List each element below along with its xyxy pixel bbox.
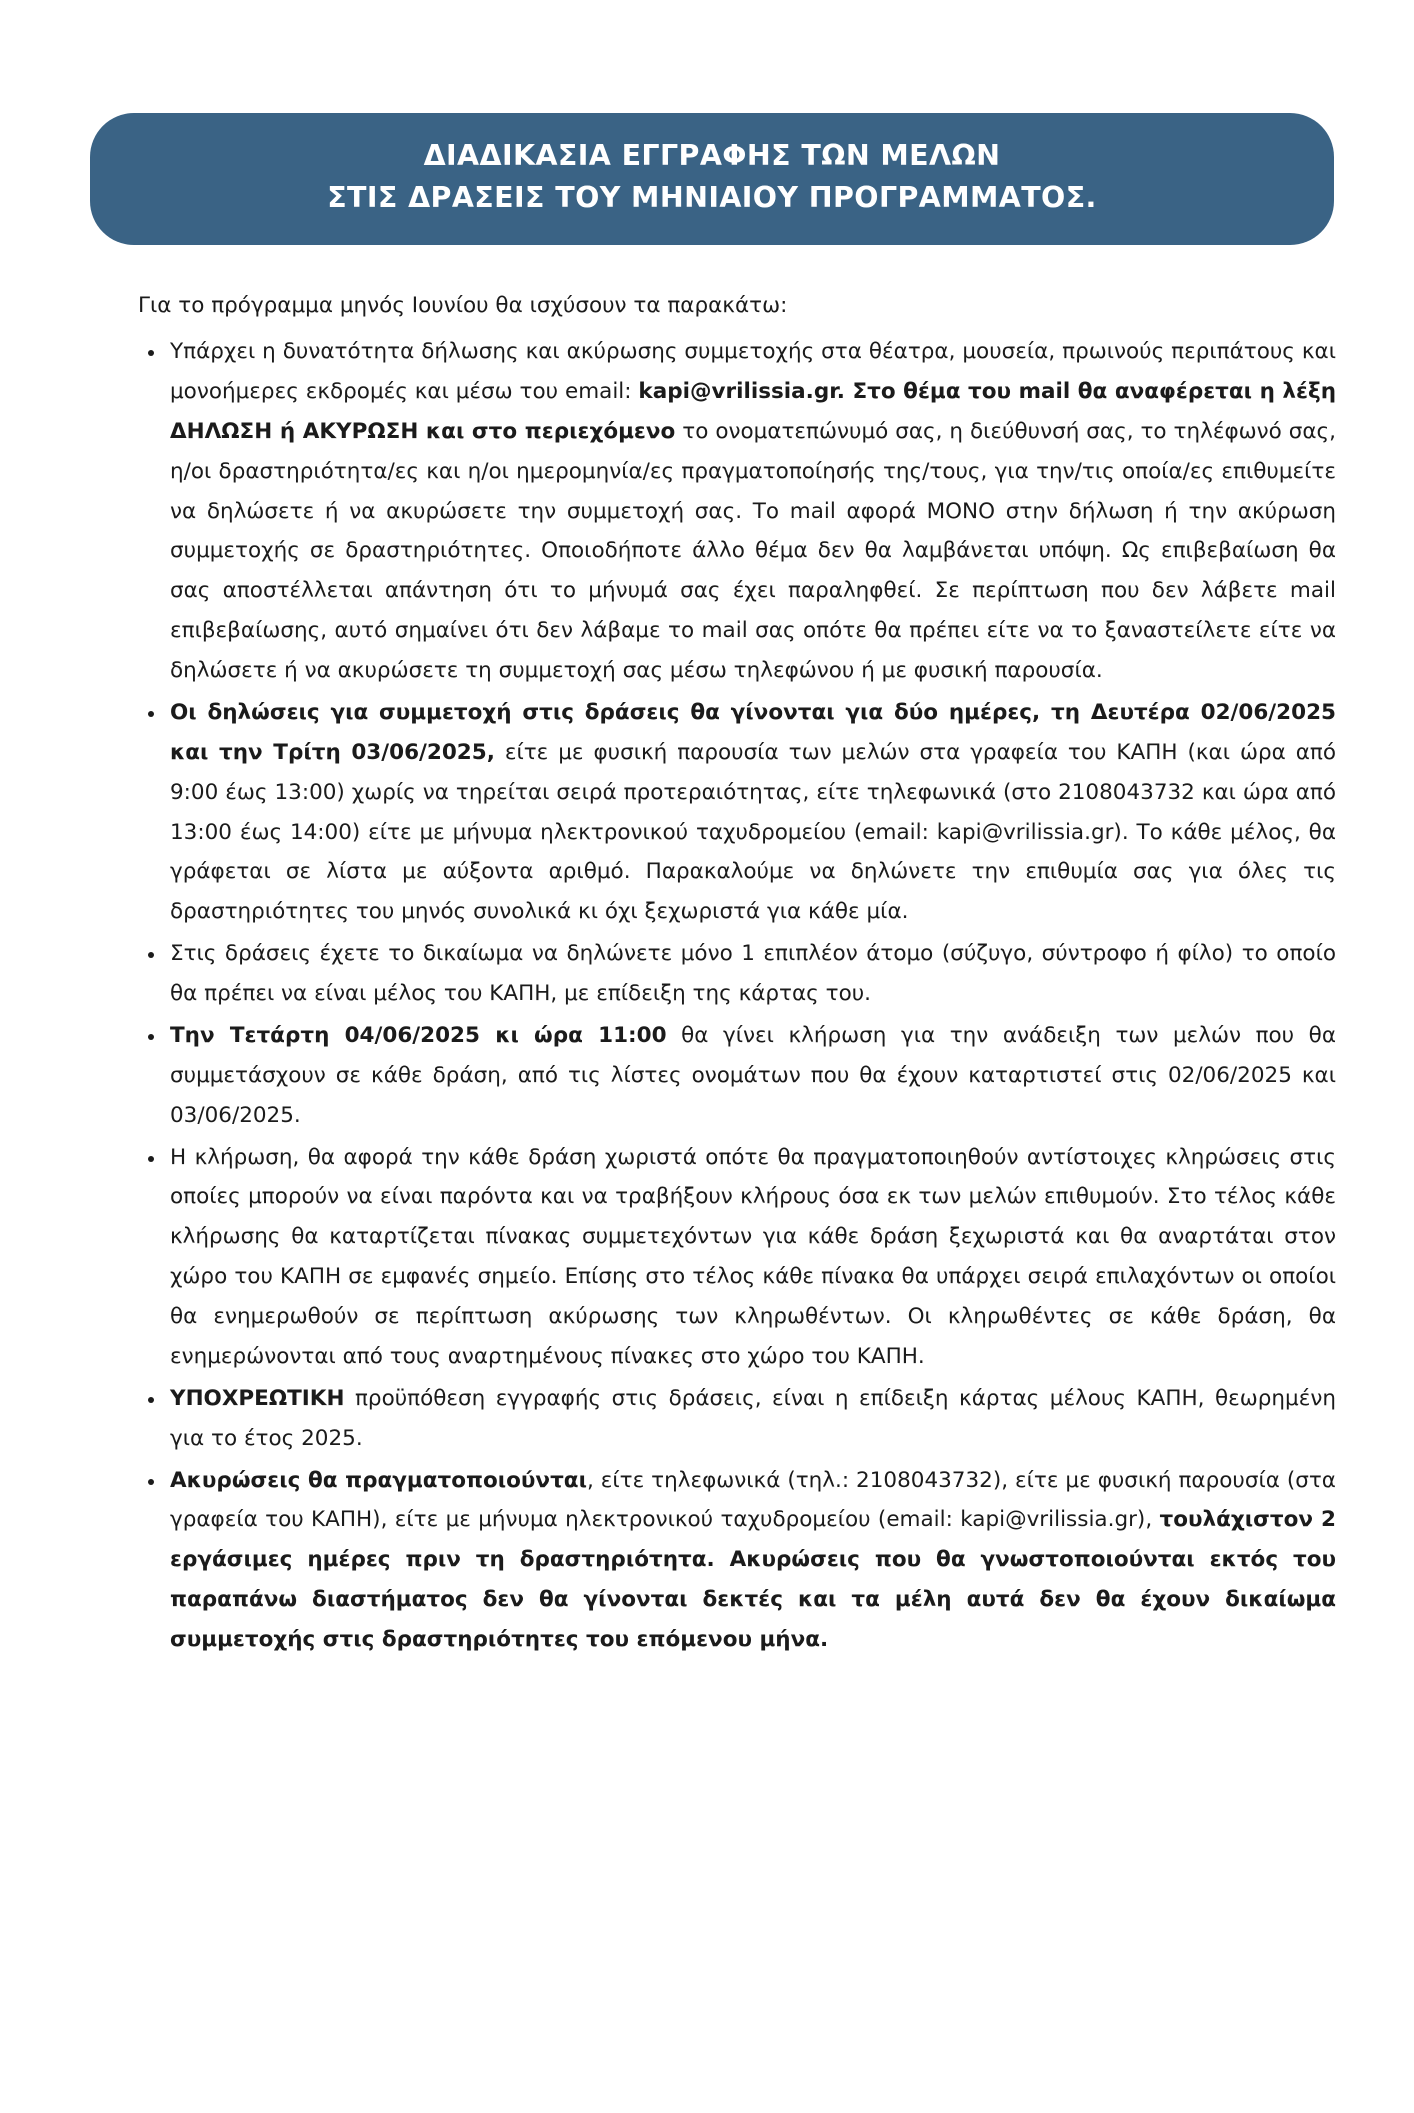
intro-paragraph: Για το πρόγραμμα μηνός Ιουνίου θα ισχύσουν τα παρακάτω: xyxy=(138,292,788,318)
bold-text-run: Ακυρώσεις θα πραγματοποιούνται xyxy=(170,1467,587,1493)
text-run: είτε με φυσική παρουσία των μελών στα γραφεία του ΚΑΠΗ (και ώρα από 9:00 έως 13:00) χωρίς να τηρείται σειρά προτεραιότητας, είτε τηλεφωνικά (στο 2108043732 και ώρα από 13:00 έως 14:00) είτε με μήνυμα ηλεκτρονικού ταχυδρομείου (email: kapi@vrilissia.gr). Το κάθε μέλος, θα γράφεται σε λίστα με αύξοντα αριθμό. Παρακαλούμε να δηλώνετε την επιθυμία σας για όλες τις δραστηριότητες του μηνός συνολικά κι όχι ξεχωριστά για κάθε μία. xyxy=(170,739,1336,925)
text-run: Υπάρχει η δυνατότητα δήλωσης και ακύρωσης συμμετοχής στα θέατρα, μουσεία, πρωινούς περιπάτους και μονοήμερες εκδρομές και μέσω του email: xyxy=(170,339,1336,404)
title-line-2: ΣΤΙΣ ΔΡΑΣΕΙΣ ΤΟΥ ΜΗΝΙΑΙΟΥ ΠΡΟΓΡΑΜΜΑΤΟΣ. xyxy=(327,180,1097,214)
text-run: Στις δράσεις έχετε το δικαίωμα να δηλώνετε μόνο 1 επιπλέον άτομο (σύζυγο, σύντροφο ή φίλο) το οποίο θα πρέπει να είναι μέλος του ΚΑΠΗ, με επίδειξη της κάρτας του. xyxy=(170,941,1336,1007)
list-item xyxy=(138,1379,1336,1459)
bold-text-run: τουλάχιστον 2 εργάσιμες ημέρες πριν τη δραστηριότητα. Ακυρώσεις που θα γνωστοποιούνται εκτός του παραπάνω διαστήματος δεν θα γίνονται δεκτές και τα μέλη αυτά δεν θα έχουν δικαίωμα συμμετοχής στις δραστηριότητες του επόμενου μήνα. xyxy=(170,1507,1336,1653)
list-item xyxy=(138,693,1336,932)
list-item xyxy=(138,1016,1336,1136)
text-run: , είτε τηλεφωνικά (τηλ.: 2108043732), είτε με φυσική παρουσία (στα γραφεία του ΚΑΠΗ), είτε με μήνυμα ηλεκτρονικού ταχυδρομείου (email: kapi@vrilissia.gr), xyxy=(170,1467,1336,1533)
bold-text-run: Οι δηλώσεις για συμμετοχή στις δράσεις θα γίνονται για δύο ημέρες, τη Δευτέρα 02/06/2025 και την Τρίτη 03/06/2025, xyxy=(170,699,1336,765)
title-banner xyxy=(90,113,1334,245)
list-item xyxy=(138,1138,1336,1377)
text-run: προϋπόθεση εγγραφής στις δράσεις, είναι η επίδειξη κάρτας μέλους ΚΑΠΗ, θεωρημένη για το έτος 2025. xyxy=(170,1385,1336,1451)
bold-text-run: kapi@vrilissia.gr. Στο θέμα του mail θα αναφέρεται η λέξη ΔΗΛΩΣΗ ή ΑΚΥΡΩΣΗ και στο περιεχόμενο xyxy=(170,378,1336,444)
text-run: το ονοματεπώνυμό σας, η διεύθυνσή σας, το τηλέφωνό σας, η/οι δραστηριότητα/ες και η/οι ημερομηνία/ες πραγματοποίησής της/τους, για την/τις οποία/ες επιθυμείτε να δηλώσετε ή να ακυρώσετε την συμμετοχή σας. Το mail αφορά ΜΟΝΟ στην δήλωση ή την ακύρωση συμμετοχής σε δραστηριότητες. Οποιοδήποτε άλλο θέμα δεν θα λαμβάνεται υπόψη. Ως επιβεβαίωση θα σας αποστέλλεται απάντηση ότι το μήνυμά σας έχει παραληφθεί. Σε περίπτωση που δεν λάβετε mail επιβεβαίωσης, αυτό σημαίνει ότι δεν λάβαμε το mail σας οπότε θα πρέπει είτε να το ξαναστείλετε είτε να δηλώσετε ή να ακυρώσετε τη συμμετοχή σας μέσω τηλεφώνου ή με φυσική παρουσία. xyxy=(170,418,1336,684)
list-item xyxy=(138,332,1336,691)
text-run: θα γίνει κλήρωση για την ανάδειξη των μελών που θα συμμετάσχουν σε κάθε δράση, από τις λίστες ονομάτων που θα έχουν καταρτιστεί στις 02/06/2025 και 03/06/2025. xyxy=(170,1022,1336,1128)
instructions-list xyxy=(138,332,1336,1660)
list-item xyxy=(138,934,1336,1014)
bold-text-run: ΥΠΟΧΡΕΩΤΙΚΗ xyxy=(170,1385,345,1411)
text-run: Η κλήρωση, θα αφορά την κάθε δράση χωριστά οπότε θα πραγματοποιηθούν αντίστοιχες κληρώσεις στις οποίες μπορούν να είναι παρόντα και να τραβήξουν κλήρους όσα εκ των μελών επιθυμούν. Στο τέλος κάθε κλήρωσης θα καταρτίζεται πίνακας συμμετεχόντων για κάθε δράση ξεχωριστά και θα αναρτάται στον χώρο του ΚΑΠΗ σε εμφανές σημείο. Επίσης στο τέλος κάθε πίνακα θα υπάρχει σειρά επιλαχόντων οι οποίοι θα ενημερωθούν σε περίπτωση ακύρωσης των κληρωθέντων. Οι κληρωθέντες σε κάθε δράση, θα ενημερώνονται από τους αναρτημένους πίνακες στο χώρο του ΚΑΠΗ. xyxy=(170,1144,1336,1369)
document-page xyxy=(0,113,1414,2113)
title-line-1: ΔΙΑΔΙΚΑΣΙΑ ΕΓΓΡΑΦΗΣ ΤΩΝ ΜΕΛΩΝ xyxy=(423,139,1001,172)
bold-text-run: Την Τετάρτη 04/06/2025 κι ώρα 11:00 xyxy=(170,1022,667,1048)
document-content xyxy=(138,289,1336,1660)
list-item xyxy=(138,1461,1336,1660)
